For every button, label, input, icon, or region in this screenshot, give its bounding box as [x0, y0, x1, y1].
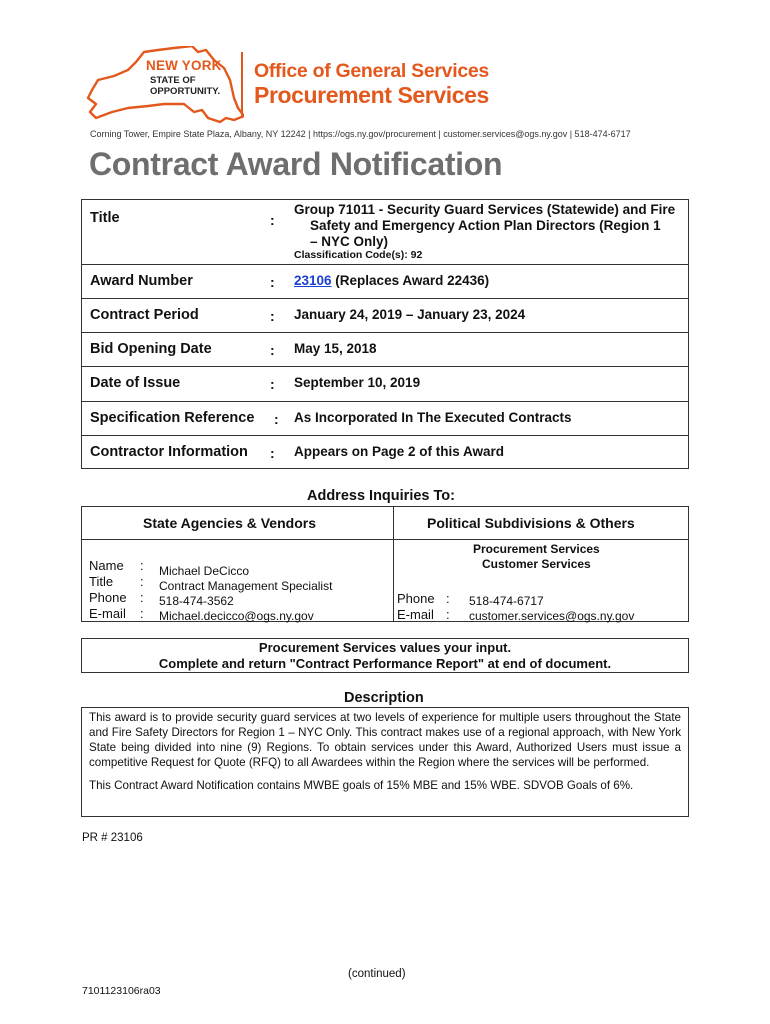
award-info-table: [81, 199, 689, 469]
award-number-row: [82, 265, 688, 299]
document-title: Contract Award Notification: [89, 146, 503, 182]
spec-reference-value: As Incorporated In The Executed Contracts: [294, 410, 572, 425]
email-label: E-mail: [397, 607, 434, 622]
colon: :: [274, 411, 279, 427]
colon: :: [446, 591, 450, 606]
colon: :: [270, 445, 275, 461]
political-subdivisions-heading: Political Subdivisions & Others: [427, 515, 635, 531]
org-line-1: Procurement Services: [473, 542, 600, 556]
phone-label: Phone: [89, 590, 127, 605]
feedback-line-1: Procurement Services values your input.: [258, 640, 512, 655]
colon: :: [140, 558, 144, 573]
date-of-issue-row: [82, 367, 688, 402]
contact-email[interactable]: Michael.decicco@ogs.ny.gov: [159, 609, 314, 623]
feedback-line-2: Complete and return "Contract Performance Report" at end of document.: [158, 656, 612, 671]
title-label: Title: [90, 210, 120, 226]
contractor-info-row: [82, 436, 688, 470]
divider: [82, 539, 688, 540]
colon: :: [140, 574, 144, 589]
logo-line-1: NEW YORK: [146, 58, 222, 73]
contractor-info-label: Contractor Information: [90, 444, 248, 460]
office-name: Office of General Services: [254, 60, 489, 82]
contact-title: Contract Management Specialist: [159, 579, 333, 593]
description-heading: Description: [344, 690, 424, 706]
colon: :: [446, 607, 450, 622]
contract-period-label: Contract Period: [90, 307, 199, 323]
bid-opening-label: Bid Opening Date: [90, 341, 212, 357]
email-label: E-mail: [89, 606, 126, 621]
title-line-1: Group 71011 - Security Guard Services (Statewide) and Fire: [294, 202, 676, 217]
name-label: Name: [89, 558, 124, 573]
logo-divider: [241, 52, 243, 118]
title-label: Title: [89, 574, 114, 589]
award-number-label: Award Number: [90, 273, 193, 289]
classification-code: Classification Code(s): 92: [294, 249, 423, 261]
award-number-value: [294, 273, 489, 288]
state-agencies-heading: State Agencies & Vendors: [143, 515, 316, 531]
pr-number: PR # 23106: [82, 832, 143, 844]
award-number-link[interactable]: 23106: [294, 273, 332, 288]
contact-line: Corning Tower, Empire State Plaza, Albany, NY 12242 | https://ogs.ny.gov/procurement | customer.services@ogs.ny.gov | 518-474-6717: [90, 129, 631, 139]
address-heading: Address Inquiries To:: [307, 488, 455, 504]
org-line-2: Customer Services: [482, 557, 591, 571]
bid-opening-row: [82, 333, 688, 367]
contact-name: Michael DeCicco: [159, 564, 250, 578]
title-line-2: Safety and Emergency Action Plan Directors (Region 1: [310, 218, 661, 233]
goals-paragraph: This Contract Award Notification contains MWBE goals of 15% MBE and 15% WBE. SDVOB Goals of 6%.: [89, 779, 634, 792]
customer-services-email[interactable]: customer.services@ogs.ny.gov: [469, 609, 635, 623]
footer-code: 7101123106ra03: [82, 985, 161, 997]
contact-phone: 518-474-3562: [159, 594, 234, 608]
colon: :: [270, 376, 275, 392]
phone-label: Phone: [397, 591, 435, 606]
bid-opening-value: May 15, 2018: [294, 341, 377, 356]
title-value: [294, 202, 684, 250]
contractor-info-value: Appears on Page 2 of this Award: [294, 444, 505, 459]
award-number-replaces: (Replaces Award 22436): [331, 273, 490, 288]
colon: :: [270, 212, 275, 228]
colon: :: [140, 606, 144, 621]
continued-note: (continued): [348, 968, 406, 980]
description-box: [81, 707, 689, 817]
colon: :: [270, 274, 275, 290]
spec-reference-label: Specification Reference: [90, 410, 255, 426]
contract-period-row: [82, 299, 688, 333]
logo-line-2: STATE OF: [150, 75, 196, 86]
division-name: Procurement Services: [254, 82, 489, 108]
date-of-issue-label: Date of Issue: [90, 375, 181, 391]
spec-reference-row: [82, 402, 688, 436]
customer-services-phone: 518-474-6717: [469, 594, 544, 608]
colon: :: [270, 308, 275, 324]
description-paragraph: This award is to provide security guard services at two levels of experience for multiple users throughout the State and Fire Safety Directors for Region 1 – NYC Only. This contract makes use of a regional approach, with New York State being divided into nine (9) Regions. To obtain services under this Award, Authorized Users must issue a competitive Request for Quote (RFQ) to all Awardees within the Region where the services will be performed.: [89, 711, 681, 769]
colon: :: [270, 342, 275, 358]
divider: [393, 507, 394, 621]
address-table: [81, 506, 689, 622]
title-row: [82, 200, 688, 265]
logo-line-3: OPPORTUNITY.: [150, 86, 221, 97]
colon: :: [140, 590, 144, 605]
title-line-3: – NYC Only): [310, 234, 389, 249]
contract-period-value: January 24, 2019 – January 23, 2024: [294, 307, 526, 322]
date-of-issue-value: September 10, 2019: [294, 375, 421, 390]
feedback-box: [81, 638, 689, 673]
